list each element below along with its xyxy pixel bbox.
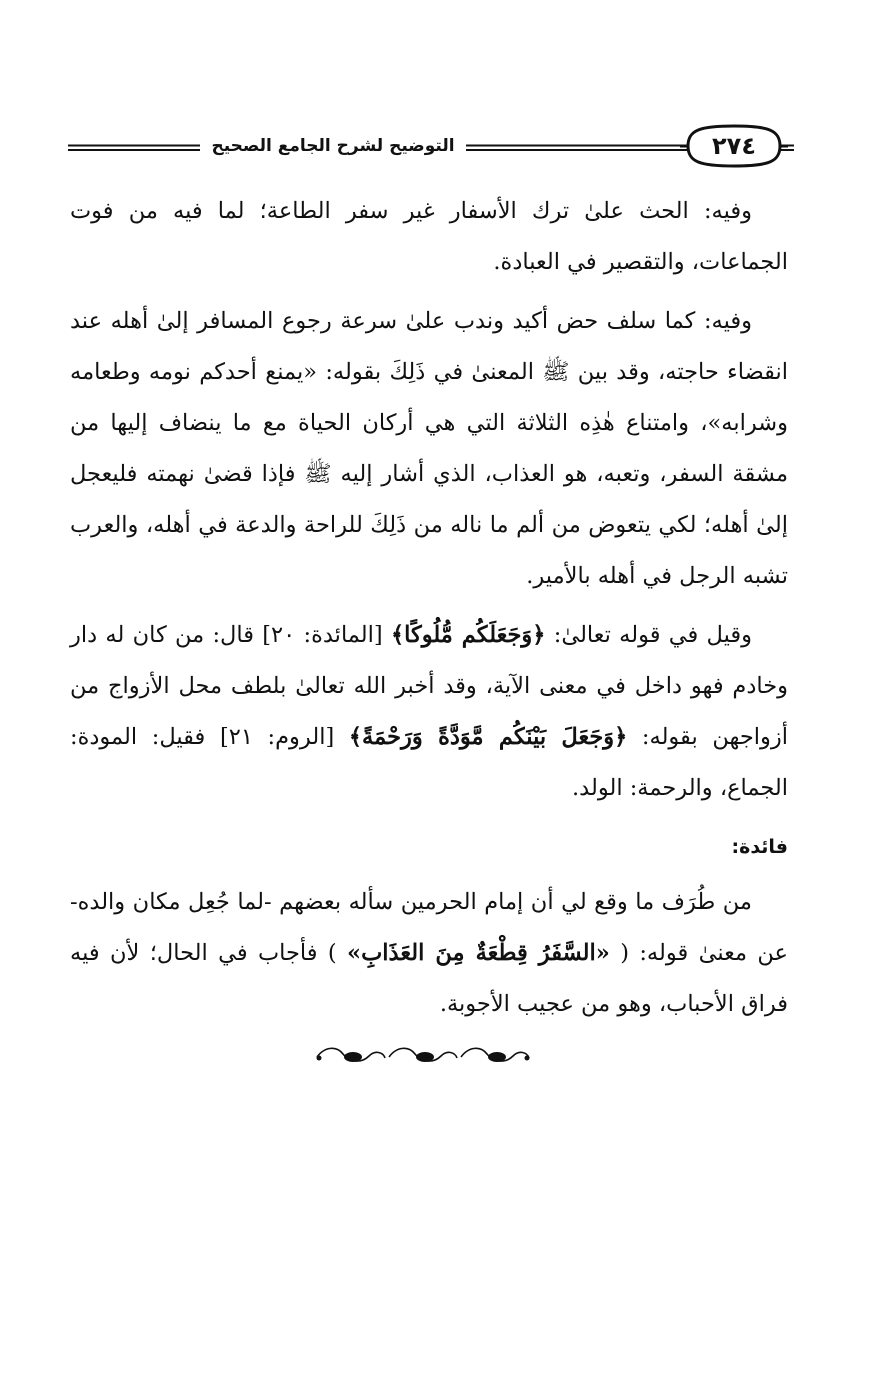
paragraph-text: [المائدة: ٢٠] قال: من كان له دار وخادم فهو داخل في معنى الآية، وقد أخبر الله تعالىٰ بلطف محل الأزواج من أزواجهن بقوله: <box>70 622 788 750</box>
paragraph-text: من طُرَف ما وقع لي أن إمام الحرمين سأله بعضهم -لما جُعِل مكان والده- عن معنىٰ قوله: ( <box>70 889 788 966</box>
paragraph-text: ) فأجاب في الحال؛ لأن فيه فراق الأحباب، وهو من عجيب الأجوبة. <box>70 940 788 1017</box>
section-heading: فائدة: <box>731 836 788 858</box>
paragraph <box>70 877 788 1030</box>
quran-verse: ﴿وَجَعَلَكُم مُّلُوكًا﴾ <box>390 622 546 648</box>
page-number: ٢٧٤ <box>712 132 756 160</box>
book-title: التوضيح لشرح الجامع الصحيح <box>200 134 466 158</box>
paragraph-text: وقيل في قوله تعالىٰ: <box>545 622 753 648</box>
ornament-divider-icon <box>313 1042 533 1072</box>
paragraph <box>70 610 788 814</box>
main-text <box>70 186 788 1038</box>
hadith-quote: «السَّفَرُ قِطْعَةٌ مِنَ العَذَابِ» <box>347 940 610 966</box>
paragraph-text: [الروم: ٢١] فقيل: المودة: الجماع، والرحمة: الولد. <box>70 724 788 801</box>
paragraph: وفيه: الحث علىٰ ترك الأسفار غير سفر الطاعة؛ لما فيه من فوت الجماعات، والتقصير في العبادة. <box>70 198 788 275</box>
paragraph: وفيه: كما سلف حض أكيد وندب علىٰ سرعة رجوع المسافر إلىٰ أهله عند انقضاء حاجته، وقد بين ﷺ المعنىٰ في ذَلِكَ بقوله: «يمنع أحدكم نومه وطعامه وشرابه»، وامتناع هٰذِه الثلاثة التي هي أركان الحياة مع ما ينضاف إليها من مشقة السفر، وتعبه، هو العذاب، الذي أشار إليه ﷺ فإذا قضىٰ نهمته فليعجل إلىٰ أهله؛ لكي يتعوض من ألم ما ناله من ذَلِكَ للراحة والدعة في أهله، والعرب تشبه الرجل في أهله بالأمير. <box>70 308 788 589</box>
running-header <box>68 122 794 172</box>
quran-verse: ﴿وَجَعَلَ بَيْنَكُم مَّوَدَّةً وَرَحْمَةً﴾ <box>348 724 628 750</box>
